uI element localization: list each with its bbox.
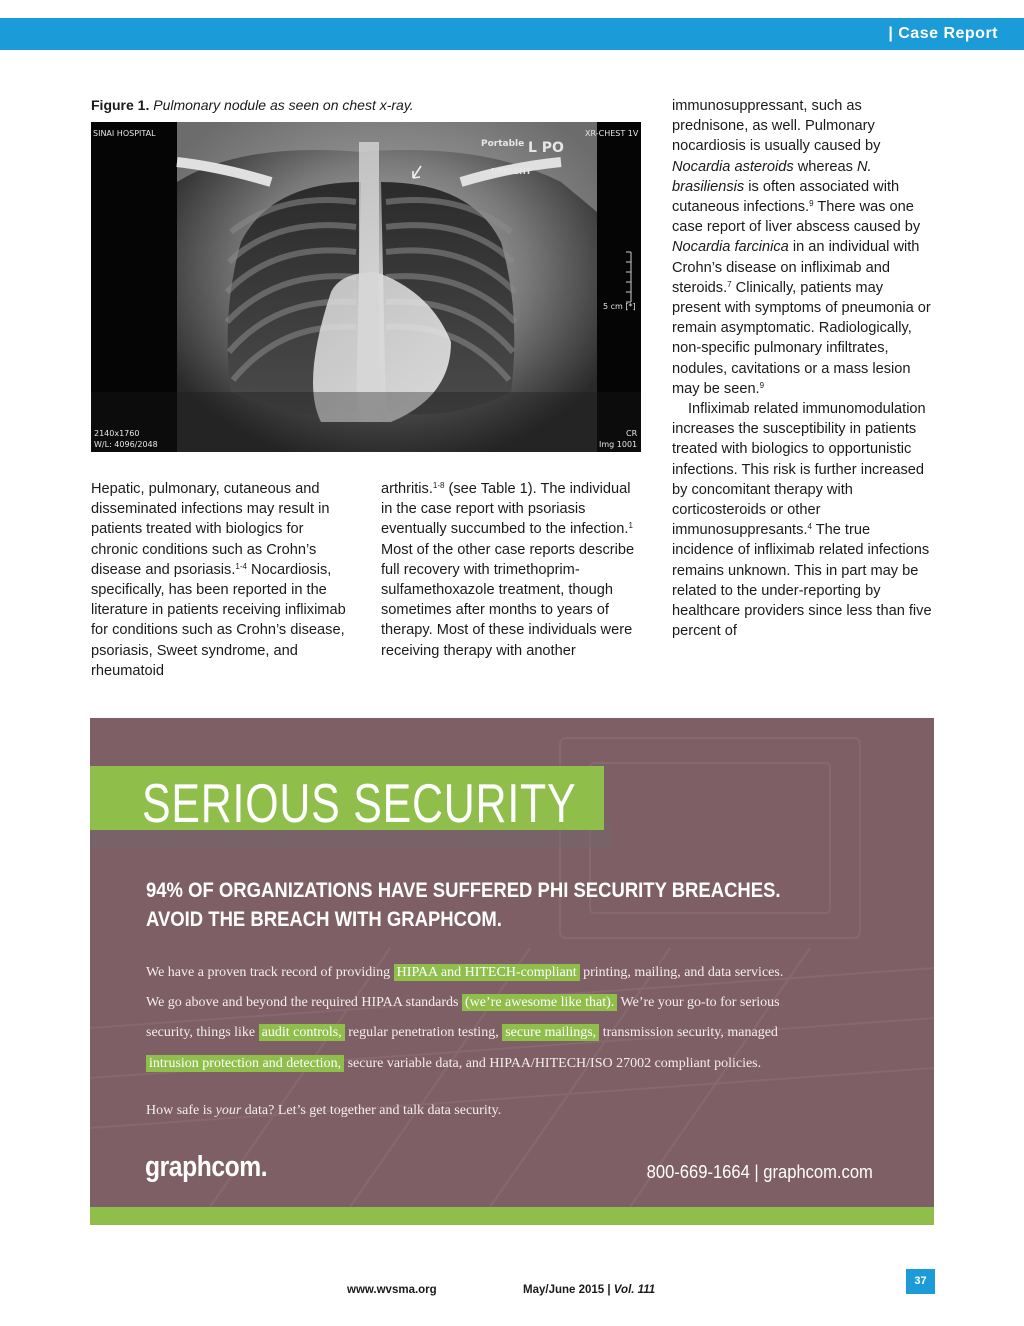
xray-top-right-label: XR-CHEST 1V (585, 129, 639, 138)
xray-bottom-right-2: Img 1001 (599, 440, 638, 449)
ad-copy-text: regular penetration testing, (344, 1025, 503, 1041)
xray-marker: L PO (528, 140, 564, 156)
chest-xray-graphic (91, 122, 641, 452)
footer-issue-date: May/June 2015 | (523, 1284, 614, 1296)
col1-text: Hepatic, pulmonary, cutaneous and disseminated infections may result in patients treated with biologics for chronic conditions such as Crohn’s disease and psoriasis. (91, 481, 330, 578)
ad-copy-line (146, 1049, 934, 1079)
ad-highlight: secure mailings, (502, 1024, 599, 1041)
ad-copy-text: We have a proven track record of providing (146, 965, 394, 980)
col3-paragraph-1 (672, 96, 934, 399)
species-name: Nocardia asteroids (672, 158, 794, 175)
col3-text: in an individual with Crohn’s disease on infliximab and steroids. (672, 239, 920, 296)
ad-body-copy (146, 958, 934, 1079)
ad-copy-text: security, things like (146, 1025, 259, 1041)
col3-text: whereas (793, 158, 857, 175)
footer-website: www.wvsma.org (347, 1284, 437, 1296)
col3-paragraph-2 (672, 399, 934, 641)
col3-text: immunosuppressant, such as prednisone, as well. Pulmonary nocardiosis is usually caused by (672, 98, 881, 155)
ad-copy-line (146, 1018, 934, 1048)
col3-text: is often associated with cutaneous infections. (672, 178, 900, 216)
col1-paragraph (91, 479, 353, 681)
ad-cta-emphasis: your (215, 1103, 242, 1118)
col2-text: (see Table 1). The individual in the case report with psoriasis eventually succumbed to the infection. (381, 481, 631, 538)
ad-contact: 800-669-1664 | graphcom.com (646, 1162, 873, 1182)
footer-volume: Vol. 111 (613, 1284, 656, 1296)
figure-label: Figure 1. (91, 97, 150, 113)
citation: 4 (807, 522, 812, 532)
xray-scale-label: 5 cm [*] (603, 302, 636, 311)
graphcom-advertisement (90, 718, 934, 1225)
col3-text: Infliximab related immunomodulation increases the susceptibility in patients treated with biologics to opportunistic infections. This risk is further increased by concomitant therapy with corticosteroids or other immunosuppresants. (672, 401, 926, 539)
citation: 1 (628, 521, 633, 531)
col2-paragraph (381, 479, 643, 661)
xray-bottom-left-2: W/L: 4096/2048 (94, 440, 158, 449)
col3-text: There was one case report of liver abscess caused by (672, 199, 921, 236)
section-title: | Case Report (888, 25, 998, 42)
xray-upright-label: UPRIGHT (491, 167, 532, 176)
citation: 1-4 (235, 561, 247, 571)
body-column-1 (91, 479, 353, 681)
citation: 9 (759, 380, 765, 390)
ad-copy-line (146, 958, 934, 988)
ad-cta-text: How safe is (146, 1103, 216, 1118)
ad-highlight: HIPAA and HITECH-compliant (394, 964, 580, 981)
ad-highlight: (we’re awesome like that). (462, 994, 617, 1011)
footer-issue (523, 1284, 655, 1296)
col2-text: arthritis. (381, 481, 433, 497)
header-band (0, 18, 1024, 50)
citation: 9 (809, 199, 814, 209)
figure-caption (91, 97, 414, 113)
xray-top-left-label: SINAI HOSPITAL (93, 129, 156, 138)
ad-subheadline-line-2: AVOID THE BREACH WITH GRAPHCOM. (146, 908, 502, 931)
xray-bottom-right-1: CR (626, 429, 638, 438)
ad-highlight: intrusion protection and detection, (146, 1055, 344, 1072)
species-name: N. brasiliensis (672, 158, 872, 195)
ad-bottom-stripe (90, 1207, 934, 1225)
col1-text: Nocardiosis, specifically, has been reported in the literature in patients receiving infliximab for conditions such as Crohn’s disease, psoriasis, Sweet syndrome, and rheumatoid (91, 561, 346, 679)
col3-text: Clinically, patients may present with symptoms of pneumonia or remain asymptomatic. Radiologically, non-specific pulmonary infiltrates, nodules, cavitations or a mass lesion may be seen. (672, 279, 931, 397)
ad-copy-text: printing, mailing, and data services. (579, 965, 784, 980)
ad-copy-text: secure variable data, and HIPAA/HITECH/ISO 27002 compliant policies. (344, 1055, 762, 1071)
xray-portable-label: Portable (481, 139, 525, 149)
ad-copy-text: transmission security, managed (599, 1025, 778, 1041)
col2-text: Most of the other case reports describe full recovery with trimethoprim-sulfamethoxazole treatment, though sometimes after months to years of therapy. Most of these individuals were receiving therapy with another (381, 541, 635, 659)
body-column-2 (381, 479, 643, 661)
figure-caption-text: Pulmonary nodule as seen on chest x-ray. (153, 97, 414, 113)
page-number: 37 (906, 1269, 935, 1294)
species-name: Nocardia farcinica (672, 239, 789, 256)
ad-cta-text: data? Let’s get together and talk data security. (241, 1103, 502, 1118)
ad-copy-line (146, 988, 934, 1018)
graphcom-logo: graphcom. (145, 1151, 268, 1183)
citation: 7 (727, 279, 732, 289)
citation: 1-8 (432, 481, 445, 490)
ad-copy-text: We go above and beyond the required HIPAA standards (146, 995, 463, 1011)
col3-text: The true incidence of infliximab related infections remains unknown. This in part may be related to the under-reporting by healthcare providers since less than five percent of (672, 522, 932, 640)
ad-subheadline (146, 876, 781, 934)
body-column-3 (672, 96, 934, 641)
ad-headline: SERIOUS SECURITY (142, 772, 577, 834)
chest-xray-image (91, 122, 641, 452)
ad-highlight: audit controls, (259, 1024, 345, 1041)
ad-call-to-action (146, 1103, 501, 1119)
xray-bottom-left-1: 2140x1760 (94, 429, 140, 438)
ad-subheadline-line-1: 94% OF ORGANIZATIONS HAVE SUFFERED PHI SECURITY BREACHES. (146, 879, 781, 902)
ad-copy-text: We’re your go-to for serious (617, 995, 780, 1011)
